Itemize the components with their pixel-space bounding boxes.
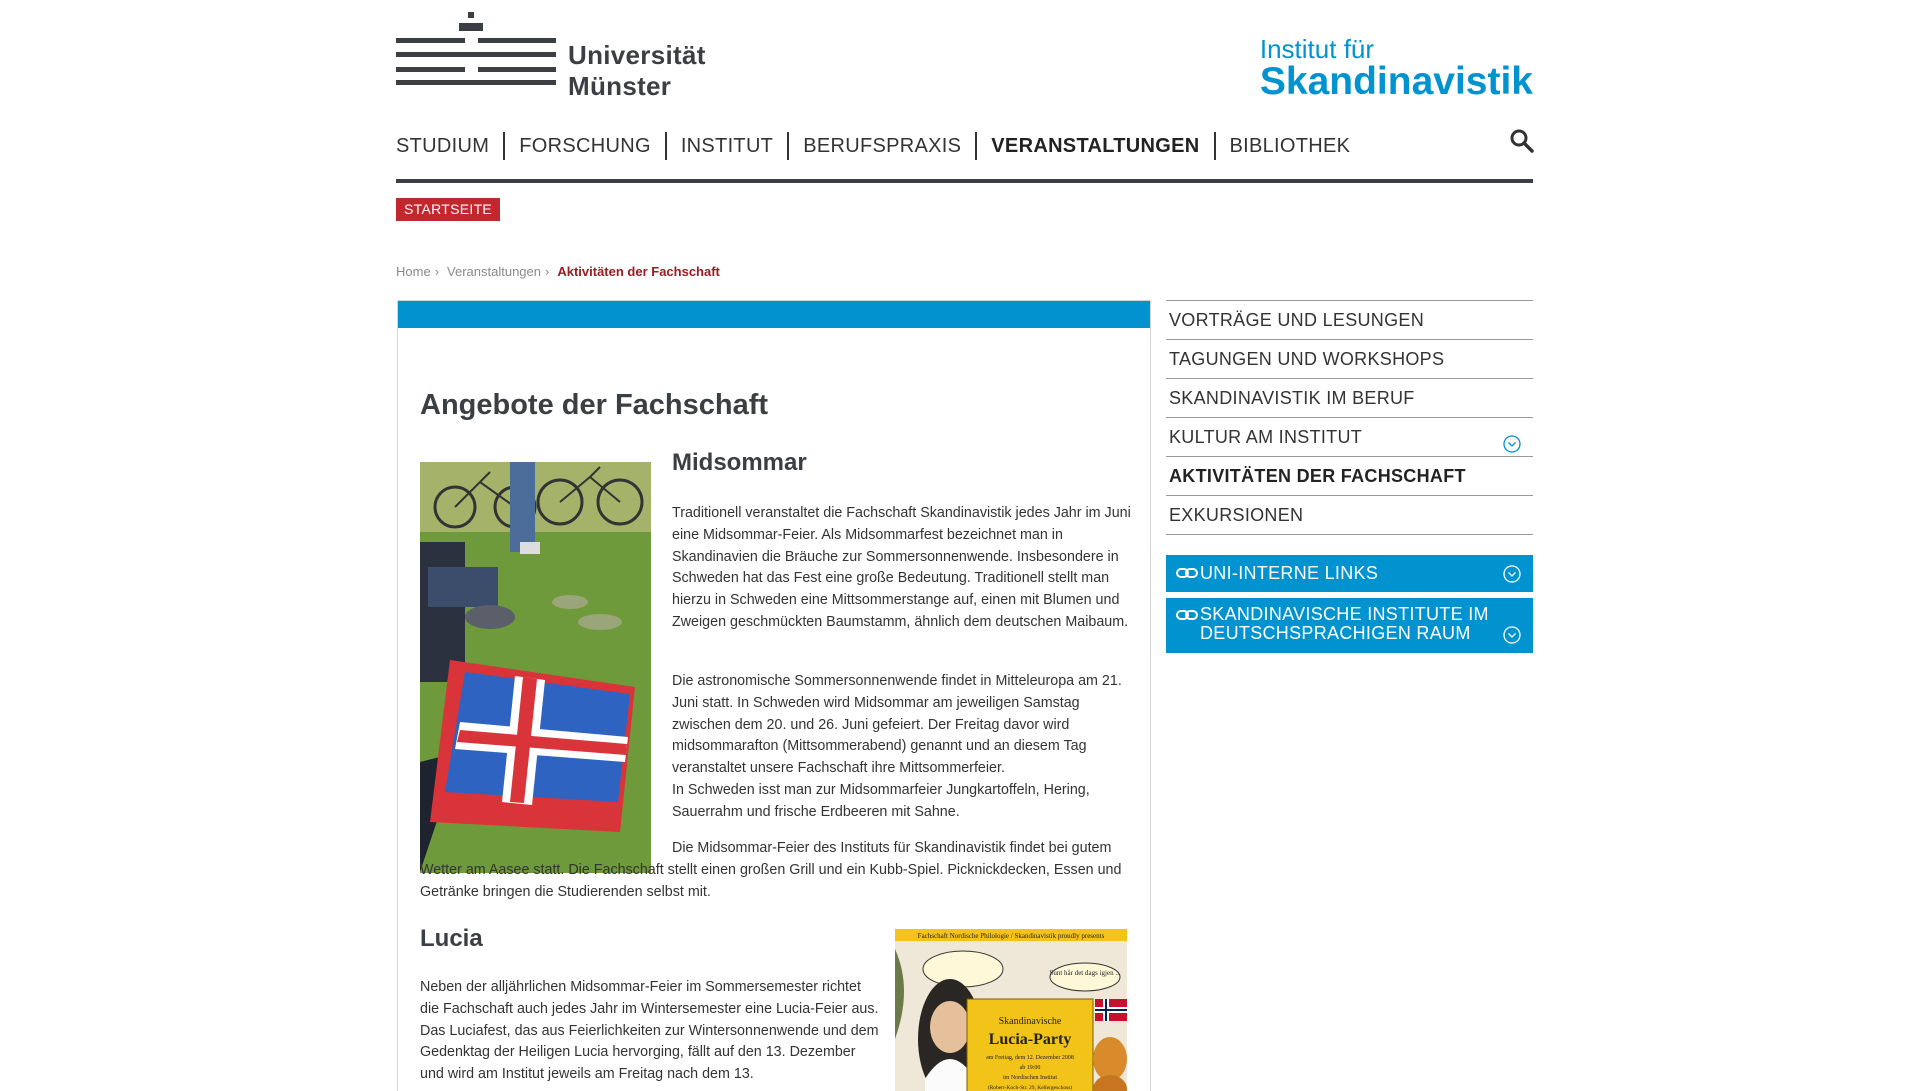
sidenav-item-label: KULTUR AM INSTITUT (1169, 427, 1363, 447)
page-title: Angebote der Fachschaft (420, 389, 769, 421)
content-top-bar (398, 301, 1150, 328)
logo-bars (396, 12, 556, 98)
chevron-down-circle-icon[interactable] (1503, 565, 1521, 583)
nav-item-forschung[interactable]: FORSCHUNG (503, 132, 665, 160)
sidenav-item-tagungen[interactable] (1166, 339, 1533, 378)
sidenav-item-label: VORTRÄGE UND LESUNGEN (1169, 310, 1425, 330)
poster-title-1: Skandinavische (998, 1016, 1062, 1027)
sidenav-item-beruf[interactable] (1166, 378, 1533, 417)
main-content (397, 300, 1151, 1091)
nav-divider (396, 179, 1533, 183)
poster-header: Fachschaft Nordische Philologie / Skandinavistik proudly presents (917, 932, 1105, 940)
main-navigation (396, 132, 1364, 160)
midsommar-paragraph-2b: In Schweden isst man zur Midsommarfeier Jungkartoffeln, Hering, Sauerrahm und frische Erdbeeren mit Sahne. (672, 781, 1090, 820)
nav-item-veranstaltungen[interactable]: VERANSTALTUNGEN (975, 132, 1213, 160)
logo-university-line1: Universität (568, 40, 706, 70)
breadcrumb-separator: › (545, 264, 550, 279)
link-box-label: UNI-INTERNE LINKS (1200, 563, 1379, 583)
lucia-heading: Lucia (420, 925, 483, 952)
lucia-paragraph-1: Neben der alljährlichen Midsommar-Feier im Sommersemester richtet die Fachschaft auch jedes Jahr im Wintersemester eine Lucia-Feier aus. Das Luciafest, das aus Feierlichkeiten zur Wintersonnenwende und dem Gedenktag der Heiligen Lucia hervorging, fällt auf den 13. Dezember und wird am Institut jeweils am Freitag nach dem 13. (420, 979, 879, 1083)
sidenav-item-vortraege[interactable] (1166, 300, 1533, 339)
link-icon (1176, 565, 1198, 581)
midsommar-paragraph-2 (672, 671, 1132, 824)
institute-line2: Skandinavistik (1259, 60, 1533, 103)
sidenav-item-label: SKANDINAVISTIK IM BERUF (1169, 388, 1415, 408)
sidenav-item-exkursionen[interactable] (1166, 495, 1533, 535)
nav-item-bibliothek[interactable]: BIBLIOTHEK (1214, 132, 1365, 160)
nav-item-studium[interactable]: STUDIUM (396, 135, 490, 157)
chevron-down-circle-icon[interactable] (1503, 626, 1521, 644)
startseite-button[interactable]: STARTSEITE (396, 198, 500, 221)
poster-bubble: Sunt hår det dags igjen ... (1049, 969, 1121, 977)
sidenav-item-label: AKTIVITÄTEN DER FACHSCHAFT (1169, 466, 1466, 486)
poster-date: am Freitag, dem 12. Dezember 2008 (986, 1055, 1074, 1061)
breadcrumb-separator: › (434, 264, 440, 279)
logo-text (568, 40, 706, 102)
chevron-down-circle-icon[interactable] (1503, 428, 1521, 446)
uni-interne-links-box[interactable] (1166, 555, 1533, 592)
midsommar-paragraph-2a: Die astronomische Sommersonnenwende findet in Mitteleuropa am 21. Juni statt. In Schweden wird Midsommar am jeweiligen Samstag zwischen dem 20. und 26. Juni gefeiert. Der Freitag davor wird midsommarafton (Mittsommerabend) genannt und an diesem Tag veranstaltet unsere Fachschaft ihre Mittsommerfeier. (672, 673, 1122, 777)
poster-address: (Robert-Koch-Str. 29, Kellergeschoss) (987, 1085, 1073, 1091)
link-box-label: SKANDINAVISCHE INSTITUTE IM DEUTSCHSPRACHIGEN RAUM (1200, 604, 1489, 643)
breadcrumb-home[interactable]: Home (396, 264, 431, 279)
side-navigation (1166, 300, 1533, 535)
link-icon (1176, 607, 1198, 623)
university-logo[interactable] (396, 12, 716, 101)
breadcrumb-veranstaltungen[interactable]: Veranstaltungen (447, 264, 541, 279)
sidenav-item-label: EXKURSIONEN (1169, 505, 1304, 525)
search-icon[interactable] (1509, 128, 1535, 154)
poster-title-2: Lucia-Party (988, 1031, 1072, 1048)
sidenav-item-label: TAGUNGEN UND WORKSHOPS (1169, 349, 1445, 369)
lucia-poster (895, 929, 1127, 1091)
skandinavische-institute-box[interactable] (1166, 598, 1533, 653)
poster-place: im Nordischen Institut (1003, 1075, 1057, 1081)
sidenav-item-kultur[interactable] (1166, 417, 1533, 456)
logo-university-line2: Münster (568, 71, 672, 101)
sidenav-item-fachschaft[interactable] (1166, 456, 1533, 495)
midsommar-photo (420, 462, 651, 873)
nav-item-institut[interactable]: INSTITUT (665, 132, 787, 160)
institute-logo[interactable] (1260, 36, 1533, 102)
breadcrumb-current: Aktivitäten der Fachschaft (557, 264, 720, 279)
midsommar-heading: Midsommar (672, 449, 807, 476)
nav-item-berufspraxis[interactable]: BERUFSPRAXIS (787, 132, 975, 160)
institute-line1: Institut für (1259, 34, 1375, 64)
midsommar-paragraph-3: Die Midsommar-Feier des Instituts für Skandinavistik findet bei gutem Wetter am Aasee statt. Die Fachschaft stellt einen großen Grill und ein Kubb-Spiel. Picknickdecken, Essen und Getränke bringen die Studierenden selbst mit. (420, 840, 1122, 900)
breadcrumb (396, 264, 724, 279)
poster-time: ab 19:00 (1019, 1065, 1041, 1071)
midsommar-paragraph-1: Traditionell veranstaltet die Fachschaft Skandinavistik jedes Jahr im Juni eine Midsommar-Feier. Als Midsommarfest bezeichnet man in Skandinavien die Bräuche zur Sommersonnenwende. Insbesondere in Schweden hat das Fest eine große Bedeutung. Traditionell stellt man hierzu in Schweden eine Mittsommerstange auf, einen mit Blumen und Zweigen geschmückten Baumstamm, ähnlich dem deutschen Maibaum. (672, 505, 1131, 630)
